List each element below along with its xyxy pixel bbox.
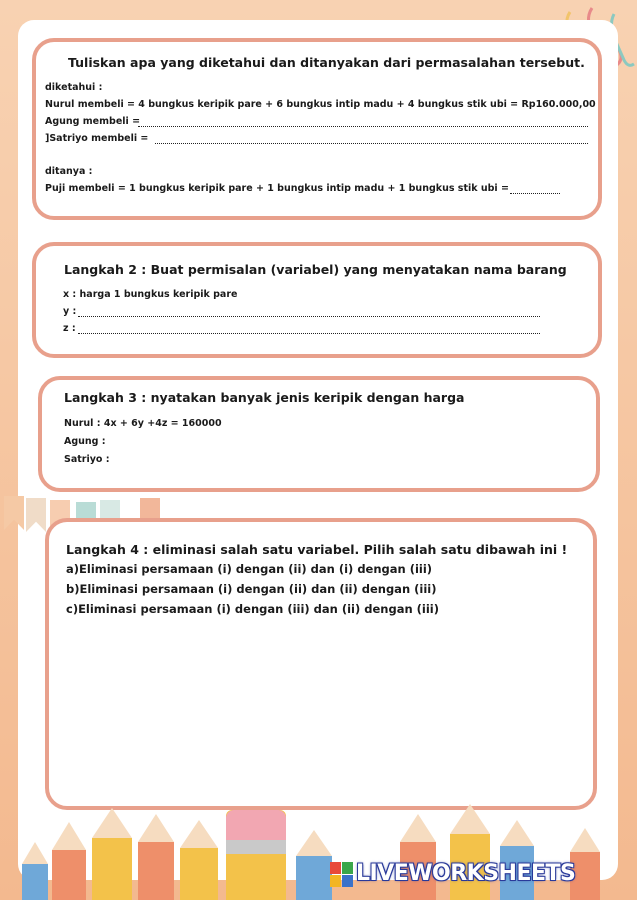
x-variable-line: x : harga 1 bungkus keripik pare [63,289,238,300]
satriyo-known-answer-line[interactable] [155,143,588,144]
section1-title: Tuliskan apa yang diketahui dan ditanyakan dari permasalahan tersebut. [68,55,585,70]
watermark-text: LIVEWORKSHEETS [356,861,576,886]
puji-asked-line: Puji membeli = 1 bungkus keripik pare + 1 bungkus intip madu + 1 bungkus stik ubi = [45,183,509,194]
z-variable-answer-line[interactable] [78,333,540,334]
liveworksheets-watermark [330,858,630,892]
z-variable-label: z : [63,323,76,334]
agung-known-label: Agung membeli = [45,116,141,127]
asked-label: ditanya : [45,166,93,177]
y-variable-answer-line[interactable] [78,316,540,317]
nurul-equation: Nurul : 4x + 6y +4z = 160000 [64,418,222,429]
puji-answer-line[interactable] [510,193,560,194]
nurul-known-line: Nurul membeli = 4 bungkus keripik pare + 6 bungkus intip madu + 4 bungkus stik ubi = Rp160.000,00 [45,99,596,110]
satriyo-equation-label: Satriyo : [64,454,110,465]
option-b[interactable]: b)Eliminasi persamaan (i) dengan (ii) dan (ii) dengan (iii) [66,582,437,596]
option-c[interactable]: c)Eliminasi persamaan (i) dengan (iii) dan (ii) dengan (iii) [66,602,439,616]
option-a[interactable]: a)Eliminasi persamaan (i) dengan (ii) dan (i) dengan (iii) [66,562,433,576]
section3-title: Langkah 3 : nyatakan banyak jenis keripik dengan harga [64,390,465,405]
y-variable-label: y : [63,306,77,317]
section4-title: Langkah 4 : eliminasi salah satu variabel. Pilih salah satu dibawah ini ! [66,542,568,557]
known-label: diketahui : [45,82,103,93]
liveworksheets-logo-icon [330,862,354,888]
agung-known-answer-line[interactable] [138,126,588,127]
variables-box [32,242,602,358]
section2-title: Langkah 2 : Buat permisalan (variabel) yang menyatakan nama barang [64,262,567,277]
satriyo-known-label: ]Satriyo membeli = [45,133,149,144]
agung-equation-label: Agung : [64,436,106,447]
